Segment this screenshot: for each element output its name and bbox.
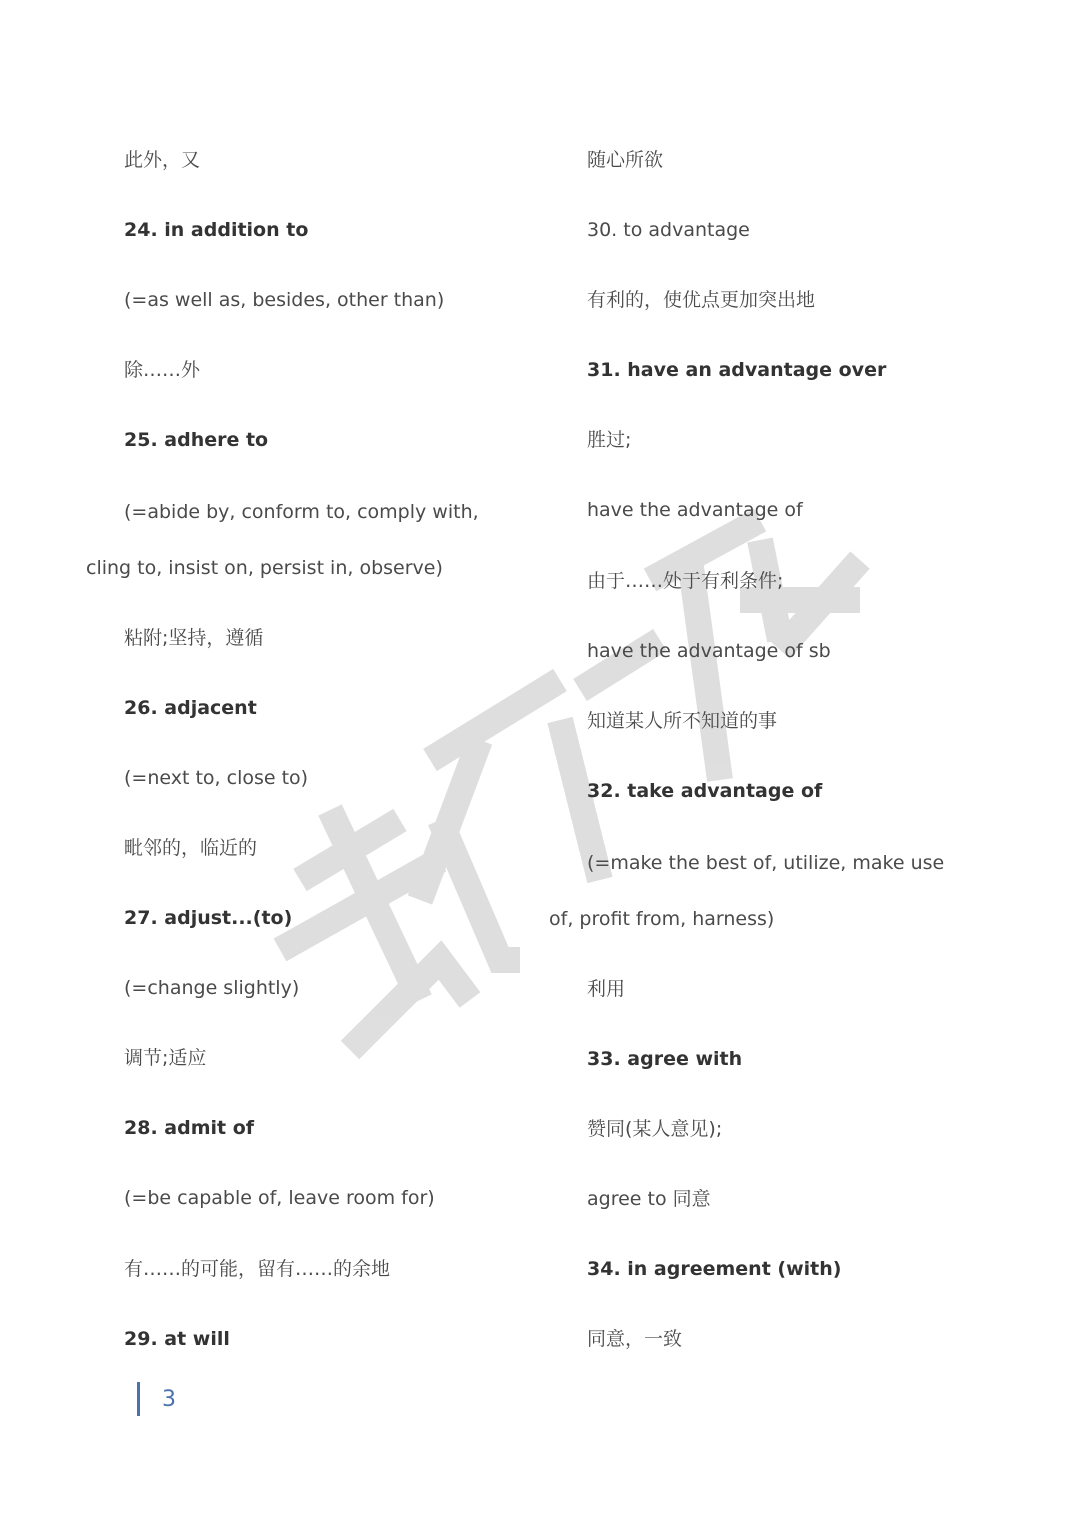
entry-text: 除……外 xyxy=(124,359,201,381)
page-footer xyxy=(137,1382,176,1416)
entry-heading: 25. adhere to xyxy=(124,429,269,451)
entry-text: 毗邻的，临近的 xyxy=(124,837,258,859)
entry-heading: 24. in addition to xyxy=(124,219,309,241)
entry-text: 利用 xyxy=(587,978,626,1000)
entry-text: 有利的，使优点更加突出地 xyxy=(587,289,816,311)
entry-heading: 27. adjust...(to) xyxy=(124,907,293,929)
entry-text: 赞同(某人意见); xyxy=(587,1118,723,1140)
entry-heading: 28. admit of xyxy=(124,1117,255,1139)
entry-text: 有……的可能，留有……的余地 xyxy=(124,1258,391,1280)
entry-text: 胜过; xyxy=(587,429,632,451)
page-number: 3 xyxy=(162,1386,176,1412)
entry-text: 粘附;坚持，遵循 xyxy=(124,627,264,649)
entry-text: (=as well as, besides, other than) xyxy=(124,289,445,311)
entry-text: 由于……处于有利条件; xyxy=(587,570,784,592)
entry-text: (=next to, close to) xyxy=(124,767,309,789)
entry-text: agree to 同意 xyxy=(587,1188,711,1210)
entry-text: (=change slightly) xyxy=(124,977,300,999)
footer-accent-bar xyxy=(137,1382,140,1416)
entry-heading: 34. in agreement (with) xyxy=(587,1258,842,1280)
entry-text: 知道某人所不知道的事 xyxy=(587,710,778,732)
entry-text: (=abide by, conform to, comply with, cling to, insist on, persist in, observe) xyxy=(86,501,479,579)
entry-text: 随心所欲 xyxy=(587,149,664,171)
entry-text: 此外，又 xyxy=(124,149,201,171)
entry-heading: 33. agree with xyxy=(587,1048,743,1070)
entry-text: 同意，一致 xyxy=(587,1328,683,1350)
entry-text: (=make the best of, utilize, make use of, profit from, harness) xyxy=(549,852,945,930)
entry-heading: 26. adjacent xyxy=(124,697,257,719)
entry-heading: 29. at will xyxy=(124,1328,230,1350)
entry-text: 30. to advantage xyxy=(587,219,750,241)
entry-text: (=be capable of, leave room for) xyxy=(124,1187,435,1209)
entry-heading: 31. have an advantage over xyxy=(587,359,887,381)
entry-heading: 32. take advantage of xyxy=(587,780,823,802)
entry-text: have the advantage of xyxy=(587,499,803,521)
entry-text: 调节;适应 xyxy=(124,1047,207,1069)
entry-text: have the advantage of sb xyxy=(587,640,831,662)
